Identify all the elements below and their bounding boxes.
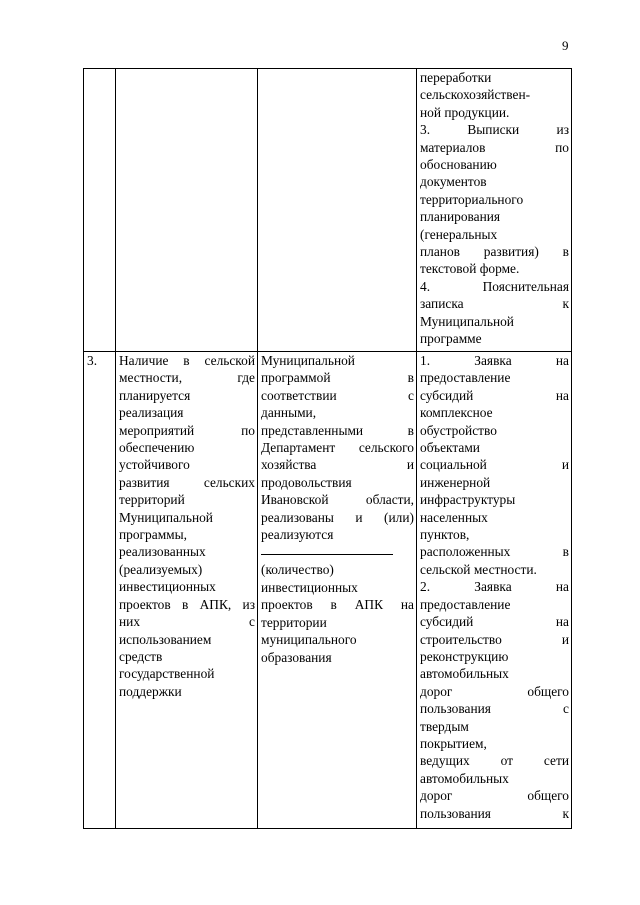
text-line: реализованных bbox=[119, 544, 206, 560]
table-row bbox=[84, 352, 572, 829]
text-line: объектами bbox=[420, 440, 480, 456]
text-line: образования bbox=[261, 649, 332, 665]
text-line: комплексное bbox=[420, 405, 493, 421]
text-line: территорий bbox=[119, 492, 185, 508]
text-line: Муниципальной bbox=[119, 509, 213, 525]
text-line: ной продукции. bbox=[420, 104, 510, 120]
text-line: дорог общего bbox=[420, 683, 569, 699]
text-line: Департамент сельского bbox=[261, 440, 414, 456]
text-line: обустройство bbox=[420, 422, 497, 438]
text-line: соответствии с bbox=[261, 387, 414, 403]
description-cell bbox=[258, 352, 417, 829]
text-line: них с bbox=[119, 614, 255, 630]
text-line: средств bbox=[119, 648, 163, 664]
text-line: планирования bbox=[420, 209, 501, 225]
text-line: устойчивого bbox=[119, 457, 190, 473]
text-line: хозяйства и bbox=[261, 457, 414, 473]
text-line: Ивановской области, bbox=[261, 492, 414, 508]
text-line: инвестиционных bbox=[261, 579, 358, 595]
text-line: пунктов, bbox=[420, 527, 470, 543]
text-line: дорог общего bbox=[420, 788, 569, 804]
text-line: инженерной bbox=[420, 474, 491, 490]
text-line: реализованы и (или) bbox=[261, 509, 414, 525]
text-line: программы, bbox=[119, 527, 187, 543]
text-line: строительство и bbox=[420, 631, 569, 647]
text-line: реализация bbox=[119, 405, 184, 421]
criterion-cell bbox=[116, 69, 258, 352]
table-row bbox=[84, 69, 572, 352]
text-line: поддержки bbox=[119, 683, 182, 699]
text-line: обоснованию bbox=[420, 157, 497, 173]
text-line: 4. Пояснительная bbox=[420, 278, 569, 294]
documents-cell bbox=[417, 69, 572, 352]
text-line: 2. Заявка на bbox=[420, 579, 569, 595]
text-line: твердым bbox=[420, 718, 469, 734]
text-line: субсидий на bbox=[420, 614, 569, 630]
text-line: Наличие в сельской bbox=[119, 353, 255, 368]
text-line: социальной и bbox=[420, 457, 569, 473]
text-line: (генеральных bbox=[420, 226, 498, 242]
text-line: записка к bbox=[420, 296, 569, 312]
text-line: (реализуемых) bbox=[119, 561, 203, 577]
text-line: планируется bbox=[119, 387, 191, 403]
text-line: покрытием, bbox=[420, 735, 487, 751]
text-line: переработки bbox=[420, 70, 492, 85]
text-line: инвестиционных bbox=[119, 579, 216, 595]
text-line: автомобильных bbox=[420, 770, 509, 786]
text-line: реконструкцию bbox=[420, 648, 509, 664]
text-line: автомобильных bbox=[420, 666, 509, 682]
text-line: расположенных в bbox=[420, 544, 569, 560]
text-line: (количество) bbox=[261, 562, 334, 578]
text-line: субсидий на bbox=[420, 387, 569, 403]
row-number-cell bbox=[84, 69, 116, 352]
text-line: предоставление bbox=[420, 370, 511, 386]
row-number-cell: 3. bbox=[84, 352, 116, 829]
text-line: использованием bbox=[119, 631, 212, 647]
page-number: 9 bbox=[562, 38, 569, 53]
text-line: проектов в АПК, из bbox=[119, 596, 255, 612]
text-line: проектов в АПК на bbox=[261, 597, 414, 613]
text-line: программе bbox=[420, 331, 482, 347]
text-line: пользования с bbox=[420, 701, 569, 717]
text-line: местности, где bbox=[119, 370, 255, 386]
text-line: представленными в bbox=[261, 422, 414, 438]
text-line: планов развития) в bbox=[420, 244, 569, 260]
text-line: сельской местности. bbox=[420, 561, 537, 577]
text-line: Муниципальной bbox=[420, 313, 514, 329]
text-line: территориального bbox=[420, 191, 524, 207]
text-line: инфраструктуры bbox=[420, 492, 516, 508]
text-line: территории bbox=[261, 614, 327, 630]
text-line: данными, bbox=[261, 405, 317, 421]
description-text-before bbox=[261, 352, 414, 543]
text-line: пользования к bbox=[420, 805, 569, 821]
text-line: 1. Заявка на bbox=[420, 353, 569, 368]
text-line: продовольствия bbox=[261, 474, 352, 490]
text-line: муниципального bbox=[261, 632, 357, 648]
fill-in-blank-line bbox=[261, 543, 393, 555]
description-text-after bbox=[261, 561, 414, 665]
text-line: ведущих от сети bbox=[420, 753, 569, 769]
text-line: мероприятий по bbox=[119, 422, 255, 438]
text-line: государственной bbox=[119, 666, 215, 682]
text-line: программой в bbox=[261, 370, 414, 386]
text-line: развития сельских bbox=[119, 474, 255, 490]
text-line: обеспечению bbox=[119, 440, 195, 456]
text-line: текстовой форме. bbox=[420, 261, 520, 277]
text-line: 3. Выписки из bbox=[420, 122, 569, 138]
text-line: предоставление bbox=[420, 596, 511, 612]
text-line: населенных bbox=[420, 509, 488, 525]
criterion-cell bbox=[116, 352, 258, 829]
text-line: сельскохозяйствен- bbox=[420, 87, 531, 103]
criteria-table bbox=[83, 68, 572, 829]
text-line: реализуются bbox=[261, 527, 334, 543]
description-cell bbox=[258, 69, 417, 352]
text-line: материалов по bbox=[420, 139, 569, 155]
text-line: Муниципальной bbox=[261, 353, 355, 368]
text-line: документов bbox=[420, 174, 487, 190]
documents-cell bbox=[417, 352, 572, 829]
